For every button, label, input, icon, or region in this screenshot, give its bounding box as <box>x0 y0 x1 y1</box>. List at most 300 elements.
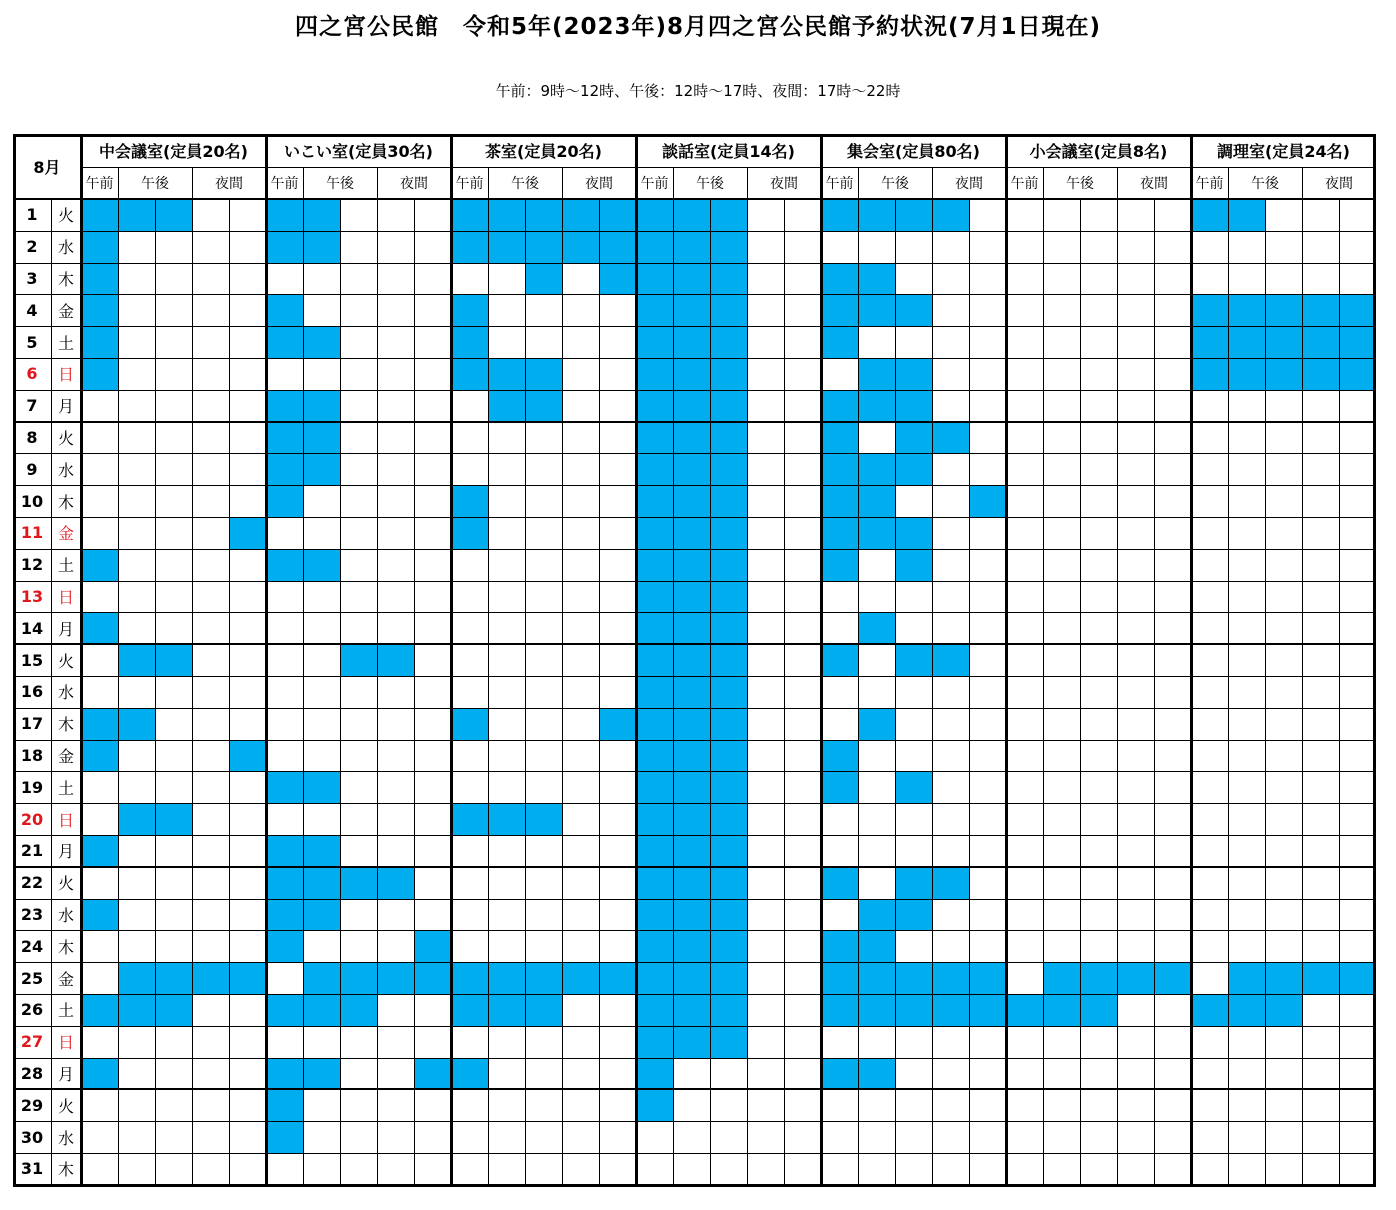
slot-cell <box>525 962 562 994</box>
slot-cell <box>673 453 710 485</box>
slot-cell <box>192 1153 229 1185</box>
slot-cell <box>1339 199 1376 231</box>
slot-cell <box>451 1121 488 1153</box>
slot-cell <box>673 1121 710 1153</box>
slot-cell <box>1154 485 1191 517</box>
slot-cell <box>636 803 673 835</box>
slot-cell <box>562 994 599 1026</box>
day-number: 14 <box>20 618 44 638</box>
room-header: 調理室(定員24名) <box>1217 142 1350 161</box>
slot-cell <box>192 549 229 581</box>
slot-cell <box>821 453 858 485</box>
slot-cell <box>747 771 784 803</box>
slot-cell <box>192 422 229 454</box>
slot-cell <box>377 390 414 422</box>
day-number: 19 <box>20 777 44 797</box>
day-number: 2 <box>26 237 38 257</box>
slot-cell <box>118 1121 155 1153</box>
slot-cell <box>1080 326 1117 358</box>
slot-cell <box>81 390 118 422</box>
grid-line <box>932 167 933 1185</box>
slot-cell <box>1043 1026 1080 1058</box>
slot-cell <box>747 581 784 613</box>
slot-cell <box>562 1153 599 1185</box>
slot-cell <box>1265 231 1302 263</box>
slot-cell <box>266 740 303 772</box>
day-number: 12 <box>20 555 44 575</box>
slot-cell <box>1228 294 1265 326</box>
slot-cell <box>81 962 118 994</box>
slot-cell <box>118 803 155 835</box>
slot-cell <box>451 199 488 231</box>
slot-cell <box>710 930 747 962</box>
slot-cell <box>377 1058 414 1090</box>
slot-cell <box>525 581 562 613</box>
slot-cell <box>155 485 192 517</box>
slot-cell <box>118 612 155 644</box>
slot-cell <box>932 1026 969 1058</box>
slot-cell <box>451 1058 488 1090</box>
slot-cell <box>525 930 562 962</box>
slot-cell <box>303 899 340 931</box>
slot-cell <box>451 231 488 263</box>
slot-cell <box>414 485 451 517</box>
slot-cell <box>1302 231 1339 263</box>
slot-cell <box>784 549 821 581</box>
slot-cell <box>1043 867 1080 899</box>
slot-cell <box>562 231 599 263</box>
slot-cell <box>155 1026 192 1058</box>
slot-cell <box>81 644 118 676</box>
slot-cell <box>1043 231 1080 263</box>
slot-cell <box>525 867 562 899</box>
slot-cell <box>636 930 673 962</box>
slot-cell <box>932 899 969 931</box>
slot-cell <box>784 930 821 962</box>
slot-cell <box>747 263 784 295</box>
slot-cell <box>1117 422 1154 454</box>
slot-cell <box>1043 676 1080 708</box>
slot-cell <box>1043 294 1080 326</box>
slot-cell <box>710 676 747 708</box>
slot-cell <box>1302 962 1339 994</box>
slot-cell <box>266 899 303 931</box>
slot-header-am: 午前 <box>1195 176 1224 192</box>
slot-cell <box>155 1121 192 1153</box>
slot-cell <box>710 485 747 517</box>
slot-cell <box>932 294 969 326</box>
slot-cell <box>488 994 525 1026</box>
slot-cell <box>636 1089 673 1121</box>
grid-line <box>13 421 1375 423</box>
slot-header-night: 夜間 <box>215 176 243 192</box>
weekday: 火 <box>57 428 74 448</box>
slot-cell <box>1006 485 1043 517</box>
slot-cell <box>1080 517 1117 549</box>
slot-cell <box>155 771 192 803</box>
slot-cell <box>1043 422 1080 454</box>
slot-cell <box>784 390 821 422</box>
grid-line <box>81 167 1375 168</box>
slot-cell <box>414 899 451 931</box>
slot-cell <box>1043 835 1080 867</box>
grid-line <box>51 199 52 1185</box>
slot-cell <box>1006 899 1043 931</box>
slot-cell <box>1339 612 1376 644</box>
slot-cell <box>414 231 451 263</box>
slot-cell <box>784 676 821 708</box>
slot-cell <box>821 549 858 581</box>
slot-cell <box>1228 1089 1265 1121</box>
slot-cell <box>1043 1121 1080 1153</box>
slot-cell <box>303 453 340 485</box>
slot-cell <box>525 994 562 1026</box>
room-header: 中会議室(定員20名) <box>99 142 248 161</box>
slot-cell <box>266 453 303 485</box>
slot-cell <box>1154 1026 1191 1058</box>
slot-cell <box>303 390 340 422</box>
slot-cell <box>1191 708 1228 740</box>
slot-cell <box>784 1153 821 1185</box>
slot-cell <box>636 1121 673 1153</box>
slot-cell <box>1080 612 1117 644</box>
slot-cell <box>969 867 1006 899</box>
slot-cell <box>1006 390 1043 422</box>
slot-cell <box>1191 740 1228 772</box>
day-number: 30 <box>20 1127 44 1147</box>
slot-cell <box>1302 294 1339 326</box>
day-number: 23 <box>20 904 44 924</box>
weekday: 水 <box>57 1128 74 1148</box>
slot-cell <box>488 1026 525 1058</box>
slot-cell <box>784 612 821 644</box>
slot-cell <box>821 612 858 644</box>
slot-cell <box>710 1026 747 1058</box>
slot-cell <box>821 962 858 994</box>
slot-cell <box>932 930 969 962</box>
slot-cell <box>155 962 192 994</box>
slot-cell <box>340 867 377 899</box>
slot-cell <box>118 994 155 1026</box>
slot-cell <box>932 453 969 485</box>
slot-cell <box>81 231 118 263</box>
slot-cell <box>1006 612 1043 644</box>
slot-cell <box>1228 453 1265 485</box>
slot-cell <box>414 835 451 867</box>
slot-cell <box>525 390 562 422</box>
slot-cell <box>1117 549 1154 581</box>
slot-cell <box>1265 485 1302 517</box>
slot-cell <box>636 644 673 676</box>
slot-cell <box>1117 803 1154 835</box>
slot-cell <box>414 867 451 899</box>
slot-cell <box>451 612 488 644</box>
slot-cell <box>710 1121 747 1153</box>
slot-cell <box>81 1089 118 1121</box>
slot-cell <box>1191 581 1228 613</box>
grid-line <box>969 199 970 1185</box>
slot-cell <box>1302 549 1339 581</box>
grid-line <box>13 1058 1375 1059</box>
slot-cell <box>895 708 932 740</box>
slot-cell <box>340 549 377 581</box>
slot-cell <box>1228 644 1265 676</box>
slot-cell <box>377 899 414 931</box>
slot-cell <box>821 390 858 422</box>
slot-cell <box>562 867 599 899</box>
slot-cell <box>81 994 118 1026</box>
slot-cell <box>1117 676 1154 708</box>
slot-cell <box>599 1026 636 1058</box>
slot-cell <box>1265 390 1302 422</box>
slot-cell <box>118 899 155 931</box>
slot-cell <box>1228 708 1265 740</box>
slot-cell <box>673 199 710 231</box>
slot-cell <box>81 930 118 962</box>
weekday: 月 <box>57 842 74 862</box>
slot-cell <box>710 708 747 740</box>
slot-cell <box>673 835 710 867</box>
slot-cell <box>562 358 599 390</box>
weekday: 木 <box>57 715 74 735</box>
slot-cell <box>1339 1058 1376 1090</box>
weekday: 月 <box>57 397 74 417</box>
slot-cell <box>525 1058 562 1090</box>
slot-cell <box>710 771 747 803</box>
slot-cell <box>673 422 710 454</box>
slot-cell <box>451 740 488 772</box>
slot-cell <box>340 676 377 708</box>
slot-cell <box>636 485 673 517</box>
slot-cell <box>932 740 969 772</box>
slot-cell <box>1228 358 1265 390</box>
slot-cell <box>1228 867 1265 899</box>
slot-cell <box>1117 581 1154 613</box>
weekday: 水 <box>57 905 74 925</box>
slot-cell <box>525 549 562 581</box>
slot-cell <box>1265 867 1302 899</box>
slot-cell <box>599 517 636 549</box>
slot-cell <box>192 390 229 422</box>
slot-cell <box>303 962 340 994</box>
slot-cell <box>1006 930 1043 962</box>
slot-cell <box>895 771 932 803</box>
slot-cell <box>1339 231 1376 263</box>
slot-cell <box>1154 1058 1191 1090</box>
slot-cell <box>1191 771 1228 803</box>
slot-cell <box>895 485 932 517</box>
slot-cell <box>1228 390 1265 422</box>
slot-cell <box>488 644 525 676</box>
grid-line <box>13 1026 1375 1027</box>
slot-cell <box>673 1153 710 1185</box>
slot-cell <box>488 1121 525 1153</box>
slot-cell <box>1117 867 1154 899</box>
slot-cell <box>636 1153 673 1185</box>
slot-cell <box>192 231 229 263</box>
slot-cell <box>155 676 192 708</box>
slot-cell <box>1191 644 1228 676</box>
slot-cell <box>1339 422 1376 454</box>
slot-cell <box>488 1089 525 1121</box>
slot-cell <box>821 644 858 676</box>
slot-cell <box>229 771 266 803</box>
slot-cell <box>340 1089 377 1121</box>
slot-cell <box>969 962 1006 994</box>
slot-cell <box>377 422 414 454</box>
slot-cell <box>488 1153 525 1185</box>
slot-cell <box>599 771 636 803</box>
slot-cell <box>1191 1089 1228 1121</box>
slot-cell <box>451 485 488 517</box>
slot-cell <box>858 263 895 295</box>
slot-cell <box>673 294 710 326</box>
slot-cell <box>377 612 414 644</box>
day-number: 21 <box>20 841 44 861</box>
slot-cell <box>1117 930 1154 962</box>
slot-cell <box>377 1153 414 1185</box>
weekday: 水 <box>57 460 74 480</box>
slot-cell <box>562 1026 599 1058</box>
slot-cell <box>932 1089 969 1121</box>
slot-cell <box>488 612 525 644</box>
day-number: 26 <box>20 1000 44 1020</box>
slot-cell <box>229 994 266 1026</box>
slot-cell <box>414 1058 451 1090</box>
slot-cell <box>673 231 710 263</box>
grid-line <box>13 1088 1375 1090</box>
slot-cell <box>821 771 858 803</box>
slot-cell <box>1265 1058 1302 1090</box>
slot-cell <box>340 453 377 485</box>
slot-cell <box>414 549 451 581</box>
slot-cell <box>303 485 340 517</box>
slot-cell <box>1154 549 1191 581</box>
slot-cell <box>118 517 155 549</box>
slot-cell <box>229 676 266 708</box>
slot-cell <box>525 771 562 803</box>
slot-cell <box>229 263 266 295</box>
slot-cell <box>932 1153 969 1185</box>
slot-cell <box>1339 644 1376 676</box>
slot-cell <box>192 835 229 867</box>
slot-cell <box>1154 453 1191 485</box>
slot-cell <box>1006 867 1043 899</box>
slot-cell <box>673 390 710 422</box>
slot-cell <box>895 994 932 1026</box>
slot-cell <box>488 422 525 454</box>
slot-cell <box>636 358 673 390</box>
slot-cell <box>932 1121 969 1153</box>
slot-cell <box>1080 962 1117 994</box>
slot-cell <box>636 263 673 295</box>
slot-cell <box>821 835 858 867</box>
slot-cell <box>81 1026 118 1058</box>
slot-cell <box>1191 390 1228 422</box>
slot-cell <box>229 612 266 644</box>
slot-cell <box>1265 899 1302 931</box>
slot-cell <box>895 390 932 422</box>
slot-cell <box>451 326 488 358</box>
slot-cell <box>673 803 710 835</box>
weekday: 火 <box>57 874 74 894</box>
slot-cell <box>1043 644 1080 676</box>
slot-cell <box>340 803 377 835</box>
slot-cell <box>414 930 451 962</box>
slot-cell <box>858 326 895 358</box>
slot-cell <box>303 231 340 263</box>
slot-cell <box>821 263 858 295</box>
slot-cell <box>266 1058 303 1090</box>
slot-cell <box>525 517 562 549</box>
slot-cell <box>229 358 266 390</box>
slot-cell <box>636 453 673 485</box>
slot-cell <box>229 1121 266 1153</box>
grid-line <box>265 134 268 1187</box>
grid-line <box>13 549 1375 550</box>
slot-cell <box>969 358 1006 390</box>
grid-line <box>13 866 1375 868</box>
slot-cell <box>488 326 525 358</box>
slot-cell <box>118 708 155 740</box>
slot-cell <box>1265 358 1302 390</box>
slot-cell <box>266 803 303 835</box>
grid-line <box>13 294 1375 295</box>
slot-cell <box>340 231 377 263</box>
slot-cell <box>1228 771 1265 803</box>
slot-cell <box>747 517 784 549</box>
weekday: 土 <box>57 1001 74 1021</box>
slot-cell <box>636 326 673 358</box>
slot-cell <box>673 263 710 295</box>
slot-cell <box>488 899 525 931</box>
slot-cell <box>562 612 599 644</box>
slot-cell <box>1302 1121 1339 1153</box>
grid-line <box>1080 199 1081 1185</box>
slot-cell <box>525 612 562 644</box>
grid-line <box>13 771 1375 772</box>
slot-cell <box>266 867 303 899</box>
slot-cell <box>673 676 710 708</box>
slot-cell <box>747 708 784 740</box>
day-number: 5 <box>26 332 38 352</box>
slot-cell <box>1154 899 1191 931</box>
slot-cell <box>784 294 821 326</box>
slot-cell <box>710 549 747 581</box>
slot-cell <box>1228 962 1265 994</box>
slot-cell <box>858 708 895 740</box>
slot-cell <box>1154 644 1191 676</box>
slot-cell <box>81 1058 118 1090</box>
slot-cell <box>1117 771 1154 803</box>
grid-line <box>820 134 823 1187</box>
slot-cell <box>1265 676 1302 708</box>
slot-cell <box>821 803 858 835</box>
slot-cell <box>1006 708 1043 740</box>
slot-cell <box>1154 676 1191 708</box>
slot-cell <box>1339 708 1376 740</box>
slot-cell <box>969 835 1006 867</box>
slot-cell <box>710 835 747 867</box>
slot-cell <box>1265 199 1302 231</box>
slot-cell <box>1154 867 1191 899</box>
slot-cell <box>192 263 229 295</box>
slot-cell <box>192 644 229 676</box>
slot-cell <box>1006 962 1043 994</box>
slot-cell <box>1339 771 1376 803</box>
slot-cell <box>488 835 525 867</box>
slot-cell <box>710 1089 747 1121</box>
